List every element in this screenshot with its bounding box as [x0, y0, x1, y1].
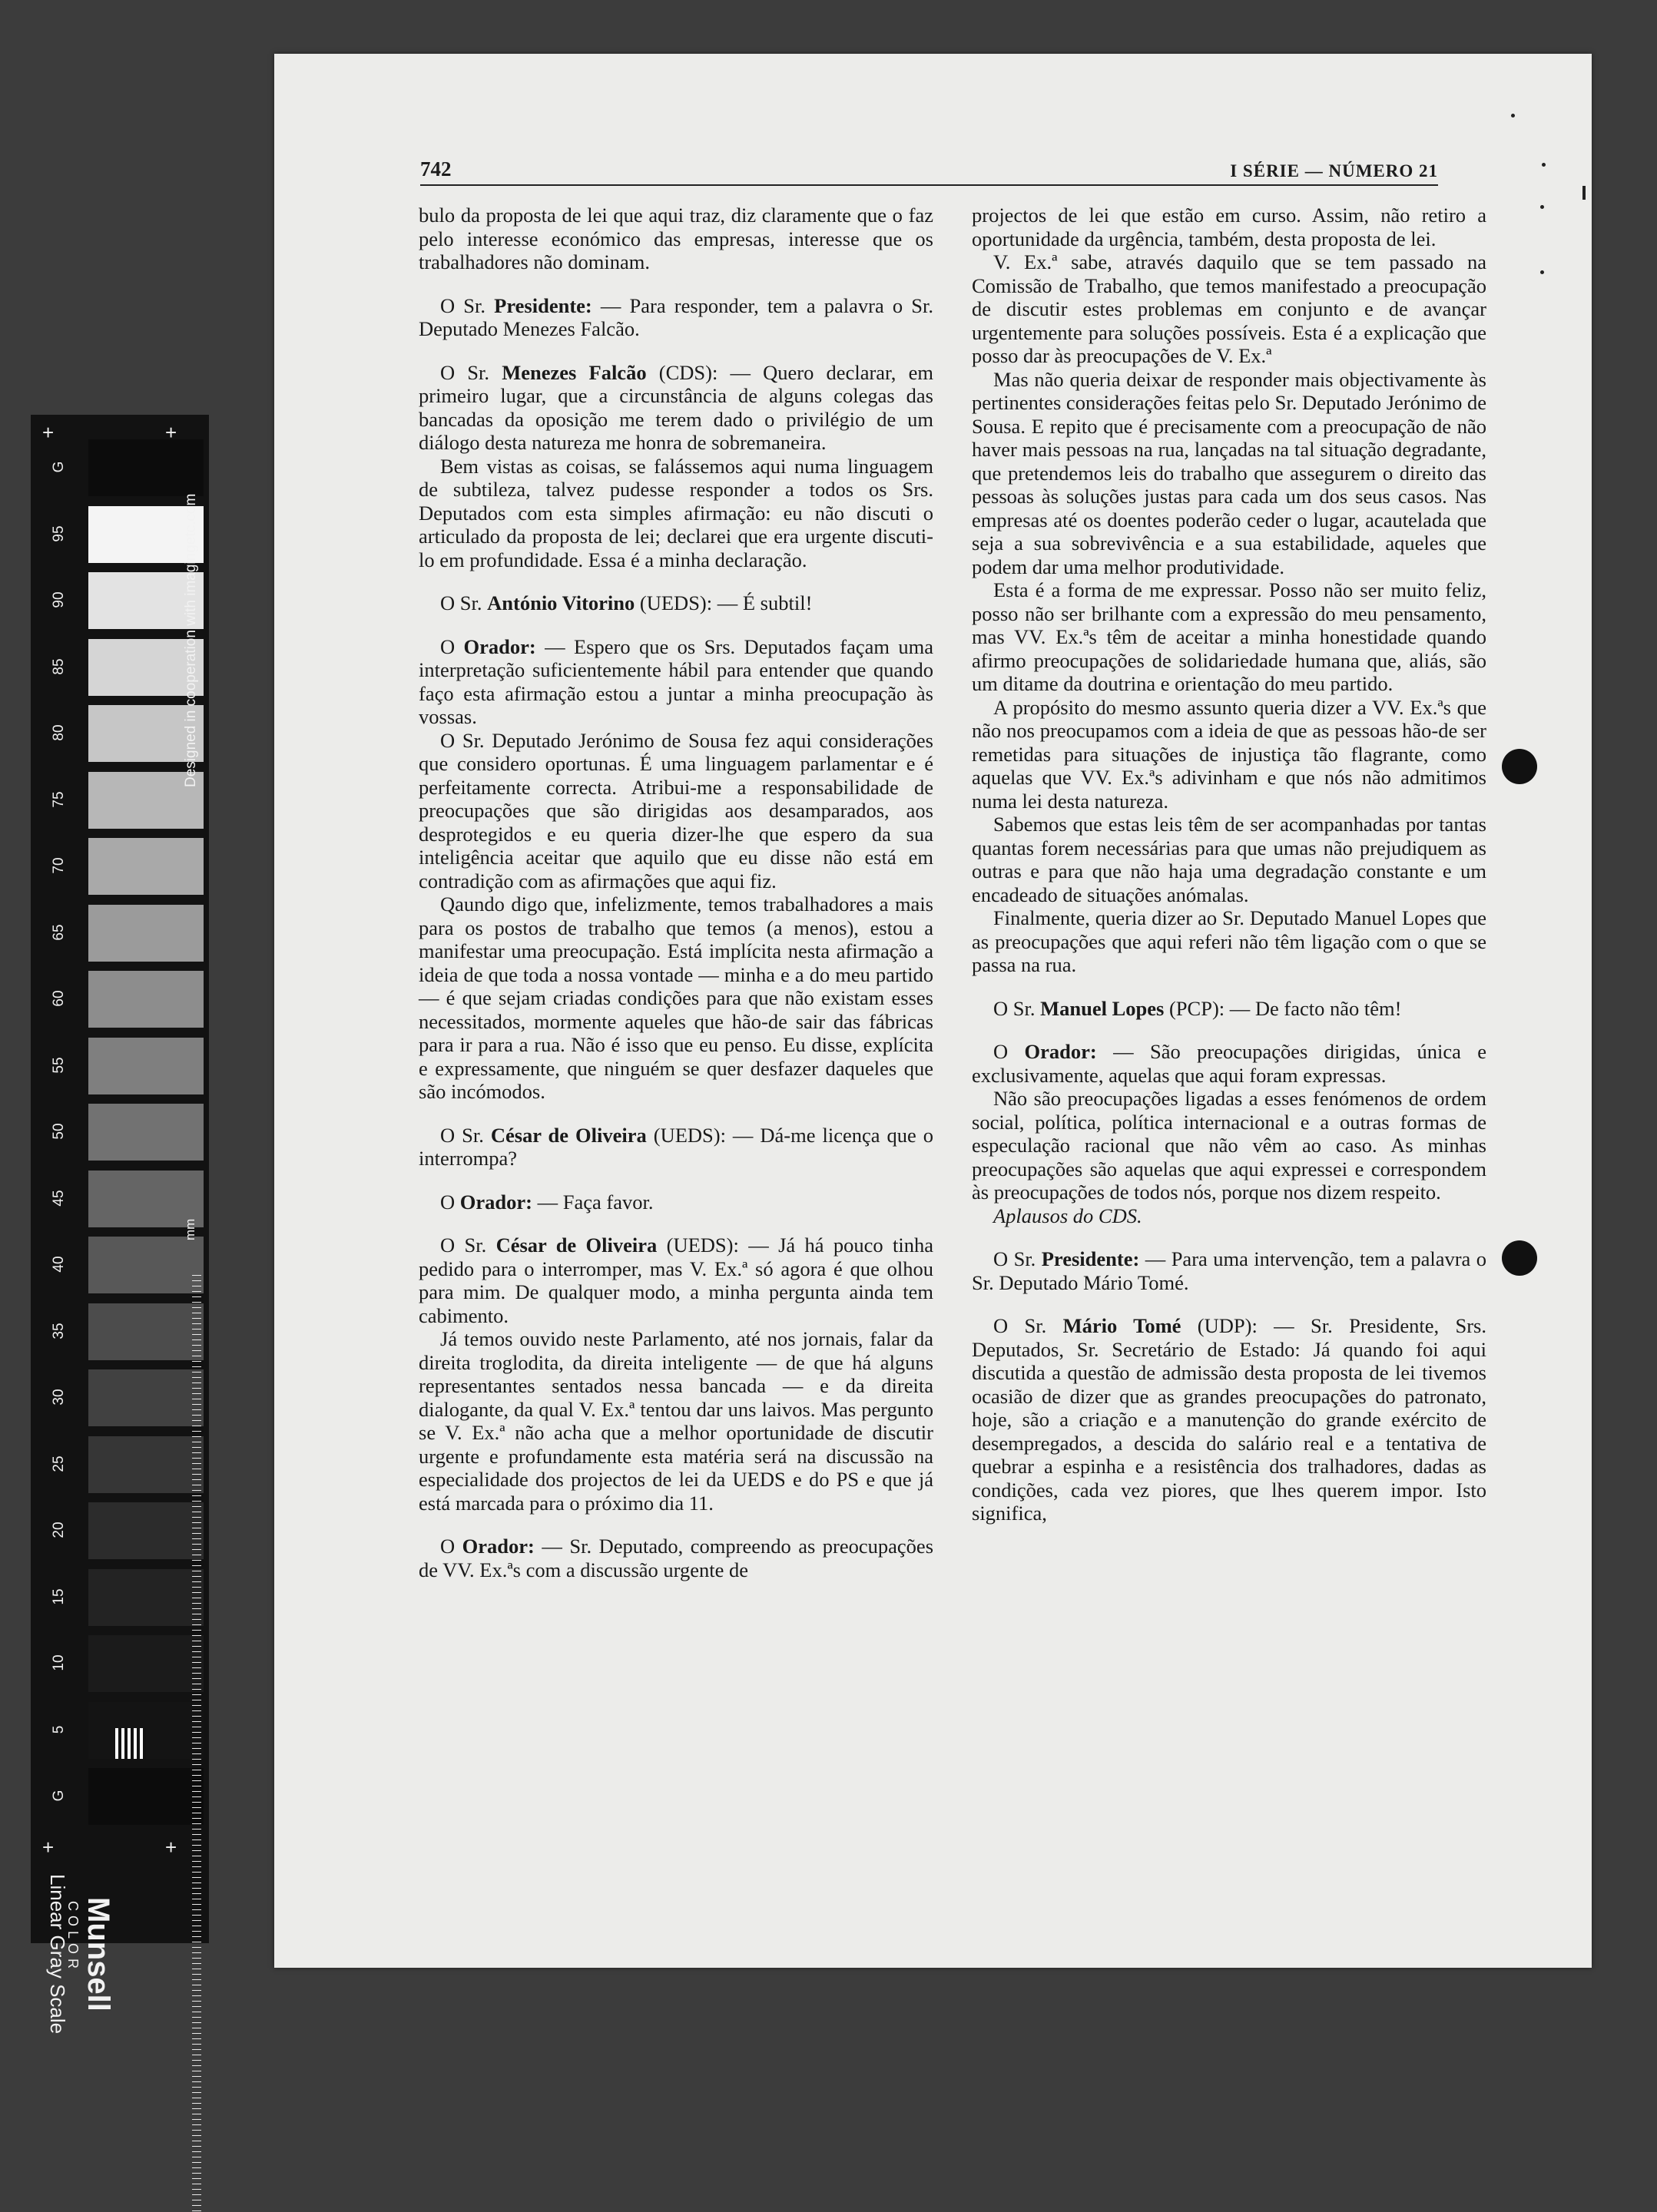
mm-ruler [192, 1275, 201, 2212]
paragraph: Não são preocupações ligadas a esses fenómenos de ordem social, política, política internacional e a outras formas de especulação racional que não vêm ao caso. As minhas preocupações são aquelas que aqui expressei e correspondem às preocupações de todos nós, porque nos dizem respeito. [972, 1087, 1486, 1204]
gray-patch-label: G [51, 1790, 67, 1802]
paragraph: O Sr. Presidente: — Para responder, tem a palavra o Sr. Deputado Menezes Falcão. [419, 293, 933, 340]
munsell-brand [61, 1728, 184, 1912]
page-header [420, 154, 1438, 186]
paragraph: O Orador: — Sr. Deputado, compreendo as preocupações de VV. Ex.ªs com a discussão urgente de [419, 1535, 934, 1581]
paragraph: A propósito do mesmo assunto queria dizer a VV. Ex.ªs que não nos preocupamos com a ideia de que as pessoas hão-de ser remetidas para situações de injustiça tão flagrante, como aquelas que VV. Ex.ªs adivinham e que nós não admitimos numa lei desta natureza. [972, 695, 1486, 813]
gray-patch-label: 40 [51, 1256, 67, 1273]
paragraph: O Sr. Mário Tomé (UDP): — Sr. Presidente, Srs. Deputados, Sr. Secretário de Estado: Já quando foi aqui discutida a questão de admissão desta proposta de lei tivemos ocasião de dizer que as grandes preocupações do patronato, hoje, são a criação e a manutenção do grande exército de desempregados, a descida do salário real e a tentativa de quebrar a espinha e a resistência dos tralhadores, dadas as condições, cada vez piores, que lhes querem impor. Isto significa, [972, 1314, 1486, 1525]
card-credit: Designed in cooperation with imagingetc.com [183, 493, 199, 787]
registration-mark: + [42, 421, 55, 444]
registration-mark: + [165, 1836, 177, 1859]
punch-hole [1502, 749, 1537, 784]
paragraph: Bem vistas as coisas, se falássemos aqui numa linguagem de subtileza, talvez pudesse responder a todos os Srs. Deputados com esta simples afirmação: eu não discuti o articulado da proposta de lei; declarei que era urgente discuti-lo em profundidade. Essa é a minha declaração. [419, 454, 933, 571]
gray-patch-label: 75 [51, 790, 67, 808]
gray-patch-label: 15 [51, 1588, 67, 1605]
series-number: I SÉRIE — NÚMERO 21 [1230, 161, 1438, 180]
gray-patch-label: 10 [51, 1654, 67, 1671]
gray-patch-label: 45 [51, 1189, 67, 1207]
gray-patch [88, 971, 204, 1028]
gray-patch-label: 20 [51, 1522, 67, 1538]
gray-patch-label: 80 [51, 724, 67, 741]
gray-patch-label: 30 [51, 1389, 67, 1406]
gray-patch [88, 1436, 204, 1493]
paragraph: O Sr. António Vitorino (UEDS): — É subtil! [440, 591, 813, 614]
gray-patch [88, 1237, 204, 1293]
gray-patch [88, 1369, 204, 1426]
card-title: Linear Gray Scale [46, 1874, 69, 2035]
gray-patch-label: 50 [51, 1123, 67, 1140]
paper-speck [1540, 270, 1544, 274]
paragraph: Sabemos que estas leis têm de ser acompanhadas por tantas quantas forem necessárias para que umas não prejudiquem as outras e para que não haja uma degradação constante e um encadeado de situações anómalas. [972, 813, 1486, 906]
left-text-column [419, 204, 933, 1581]
paper-speck [1540, 205, 1544, 209]
gray-scale-card [31, 415, 209, 2035]
paragraph: Já temos ouvido neste Parlamento, até nos jornais, falar da direita troglodita, da direita inteligente — de que há alguns representantes sentados nessa bancada — e da direita dialogante, da qual V. Ex.ª tentou dar uns laivos. Mas pergunto se V. Ex.ª não acha que a melhor oportunidade de discutir urgente e profundamente esta matéria será na discussão na especialidade dos projectos de lei da UEDS e do PS e que já está marcada para o próximo dia 11. [419, 1327, 933, 1515]
mm-label: mm [183, 1218, 197, 1240]
paragraph: O Sr. Manuel Lopes (PCP): — De facto não têm! [993, 996, 1402, 1020]
registration-mark: + [165, 421, 177, 444]
right-text-column [972, 204, 1486, 1525]
gray-patch-label: 95 [51, 525, 67, 542]
paragraph: O Sr. Deputado Jerónimo de Sousa fez aqui considerações que considero oportunas. É uma linguagem parlamentar e é perfeitamente correcta. Atribui-me a responsabilidade de preocupações que são dirigidas aos desamparados, aos desprotegidos e eu queria dizer-lhe que espero da sua inteligência aceitar que aquilo que eu disse não está em contradição com as afirmações que aqui fiz. [419, 728, 933, 892]
paragraph: projectos de lei que estão em curso. Assim, não retiro a oportunidade da urgência, também, desta proposta de lei. [972, 204, 1486, 250]
gray-patch-label: 55 [51, 1056, 67, 1074]
paragraph: Mas não queria deixar de responder mais objectivamente às pertinentes considerações feitas pelo Sr. Deputado Jerónimo de Sousa. E repito que é precisamente com a preocupação de não haver mais pessoas na rua, lançadas na tal situação degradante, que pretendemos leis do trabalho que assegurem o direito das pessoas às soluções justas para cada um dos seus casos. Nas empresas até os doentes poderão ceder o lugar, acautelada que seja a sua sobrevivência e a sua estabilidade, aqueles que podem dar uma melhor produtividade. [972, 367, 1486, 578]
paragraph: V. Ex.ª sabe, através daquilo que se tem passado na Comissão de Trabalho, que temos manifestado a preocupação de discutir estes problemas em conjunto e de avançar urgentemente para soluções possíveis. Esta é a explicação que posso dar às preocupações de V. Ex.ª [972, 250, 1486, 367]
gray-patch [88, 1502, 204, 1559]
gray-patch [88, 1104, 204, 1161]
gray-patch-label: G [51, 461, 67, 473]
gray-patch-label: 70 [51, 857, 67, 874]
registration-mark: + [42, 1836, 55, 1859]
gray-patch [88, 1569, 204, 1626]
paragraph: O Orador: — Faça favor. [440, 1190, 654, 1214]
gray-patch-label: 65 [51, 923, 67, 941]
paper-speck [1511, 114, 1515, 118]
paragraph: Qaundo digo que, infelizmente, temos trabalhadores a mais para os postos de trabalho que temos (a menos), estou a manifestar uma preocupação. Está implícita nesta afirmação a ideia de que toda a nossa vontade — minha e a do meu partido — é que sejam criadas condições para que não existam esses necessitados, mormente aqueles que hão-de sair das fábricas para ir para a rua. Não é isso que eu penso. Eu disse, explícita e expressamente, que ninguém se quer desfazer daqueles que são incómodos. [419, 892, 933, 1103]
gray-patch-label: 60 [51, 990, 67, 1007]
gray-patch [88, 1038, 204, 1094]
gray-patch-label: 90 [51, 591, 67, 608]
gray-patch-label: 25 [51, 1455, 67, 1472]
paragraph: Esta é a forma de me expressar. Posso não ser muito feliz, posso não ser brilhante com a expressão do meu pensamento, mas VV. Ex.ªs têm de aceitar a minha honestidade quando afirmo preocupações de solidariedade humana que, aliás, são um ditame da doutrina e orientação do meu partido. [972, 578, 1486, 695]
paragraph: O Sr. Menezes Falcão (CDS): — Quero declarar, em primeiro lugar, que a circunstância de alguns colegas das bancadas da oposição me terem dado o privilégio de um diálogo desta natureza me honra de sobremaneira. [419, 360, 933, 454]
munsell-logo-icon [115, 1728, 146, 1759]
gray-patch-label: 35 [51, 1322, 67, 1339]
paper-edge-mark [1582, 186, 1586, 200]
gray-patch-label: 85 [51, 657, 67, 675]
gray-patch [88, 905, 204, 962]
paragraph: O Sr. César de Oliveira (UEDS): — Já há pouco tinha pedido para o interromper, mas V. Ex.ª só agora é que olhou para mim. De qualquer modo, a minha pergunta ainda tem cabimento. [419, 1233, 933, 1327]
paragraph: O Orador: — Espero que os Srs. Deputados façam uma interpretação suficientemente hábil para entender que quando faço esta afirmação estou a juntar a minha preocupação às vossas. [419, 634, 933, 728]
page-number: 742 [420, 157, 452, 180]
gray-patch [88, 838, 204, 895]
paragraph: O Orador: — São preocupações dirigidas, única e exclusivamente, aquelas que aqui foram expressas. [972, 1040, 1486, 1087]
paragraph: bulo da proposta de lei que aqui traz, diz claramente que o faz pelo interesse económico das empresas, interesse que os trabalhadores não dominam. [419, 204, 933, 273]
gray-patch [88, 1635, 204, 1692]
paragraph: Finalmente, queria dizer ao Sr. Deputado Manuel Lopes que as preocupações que aqui referi não têm ligação com o que se passa na rua. [972, 906, 1486, 976]
paragraph: O Sr. Presidente: — Para uma intervenção, tem a palavra o Sr. Deputado Mário Tomé. [972, 1247, 1486, 1294]
brand-sub: COLOR [65, 1901, 81, 1974]
gray-patch-label: 5 [51, 1725, 67, 1734]
document-page [274, 54, 1592, 1968]
paragraph: Aplausos do CDS. [993, 1204, 1142, 1227]
gray-patch [88, 1303, 204, 1360]
paper-speck [1542, 163, 1546, 167]
gray-patch [88, 439, 204, 496]
brand-name: Munsell [81, 1897, 115, 2012]
paragraph: O Sr. César de Oliveira (UEDS): — Dá-me licença que o interrompa? [419, 1123, 933, 1170]
punch-hole [1502, 1240, 1537, 1276]
